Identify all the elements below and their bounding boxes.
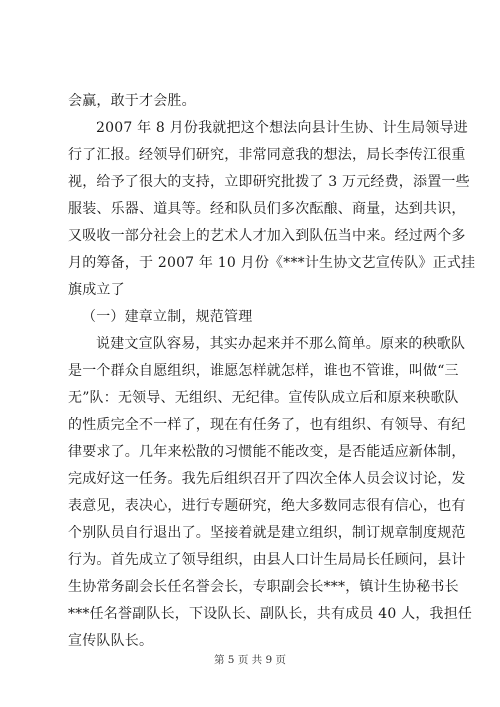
text-line: 行为。首先成立了领导组织，由县人口计生局局长任顾问，县计 [68,552,466,568]
text-line: 行了汇报。经领导们研究，非常同意我的想法，局长李传江很重 [68,147,466,163]
text-line: 的性质完全不一样了，现在有任务了，也有组织、有领导、有纪 [68,417,466,433]
text-line: 服装、乐器、道具等。经和队员们多次酝酿、商量，达到共识， [68,201,466,217]
text-line: 又吸收一部分社会上的艺术人才加入到队伍当中来。经过两个多 [68,228,466,244]
page-number-footer: 第 5 页 共 9 页 [213,654,287,666]
text-line: 宣传队队长。 [68,633,154,649]
text-line: 旗成立了 [68,282,125,298]
text-line: 视，给予了很大的支持，立即研究批拨了 3 万元经费，添置一些 [68,174,470,190]
text-line: 月的筹备，于 2007 年 10 月份《***计生协文艺宣传队》正式挂 [68,255,476,271]
text-line: 生协常务副会长任名誉会长，专职副会长***，镇计生协秘书长 [68,579,459,595]
text-line: 会赢，敢于才会胜。 [68,93,196,109]
paragraph-first-line: 2007 年 8 月份我就把这个想法向县计生协、计生局领导进 [96,120,468,136]
text-line: 完成好这一任务。我先后组织召开了四次全体人员会议讨论，发 [68,471,466,487]
text-line: 律要求了。几年来松散的习惯能不能改变，是否能适应新体制， [68,444,466,460]
text-line: 表意见，表决心，进行专题研究，绝大多数同志很有信心，也有 [68,498,466,514]
paragraph-first-line: 说建文宣队容易，其实办起来并不那么简单。原来的秧歌队 [96,336,466,352]
text-line: ***任名誉副队长，下设队长、副队长，共有成员 40 人，我担任 [68,606,473,622]
text-line: 是一个群众自愿组织，谁愿怎样就怎样，谁也不管谁，叫做“三 [68,363,459,379]
text-line: 无”队：无领导、无组织、无纪律。宣传队成立后和原来秧歌队 [68,390,459,406]
text-line: 个别队员自行退出了。坚接着就是建立组织，制订规章制度规范 [68,525,466,541]
section-heading: （一）建章立制，规范管理 [82,309,253,325]
